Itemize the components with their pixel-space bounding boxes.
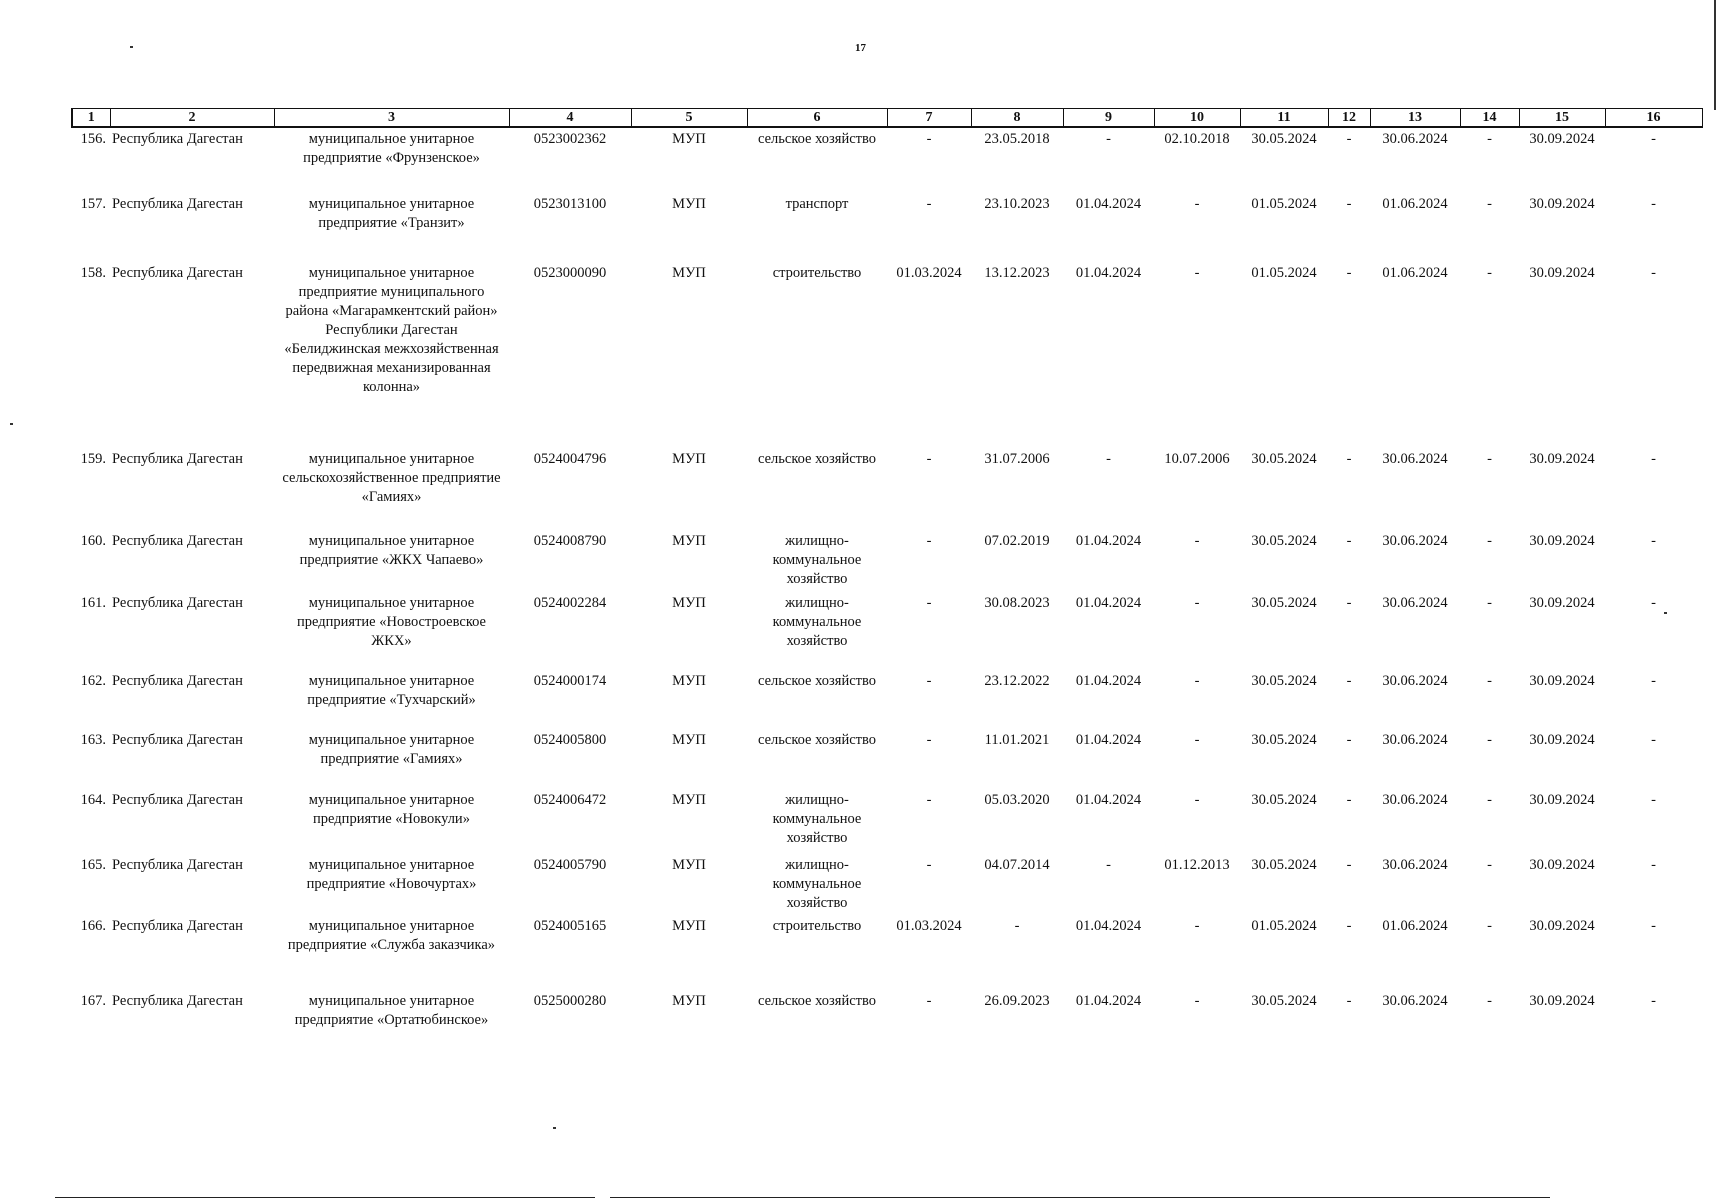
col7-cell: 01.03.2024 xyxy=(896,918,962,934)
col16-cell: - xyxy=(1651,595,1656,611)
row-number: 160. xyxy=(80,533,106,549)
col14-cell: - xyxy=(1487,196,1492,212)
enterprise-name-cell: муниципальное унитарное предприятие «Новостроевское ЖКХ» xyxy=(297,595,486,649)
col14-cell: - xyxy=(1487,732,1492,748)
col8-cell: 26.09.2023 xyxy=(984,993,1050,1009)
sector-cell: жилищно-коммунальное хозяйство xyxy=(772,533,862,587)
column-header: 3 xyxy=(274,109,509,128)
region-cell: Республика Дагестан xyxy=(112,265,243,281)
col8-cell: 07.02.2019 xyxy=(984,533,1050,549)
column-header: 15 xyxy=(1519,109,1605,128)
col13-cell: 30.06.2024 xyxy=(1382,993,1448,1009)
column-header: 2 xyxy=(110,109,274,128)
column-header: 11 xyxy=(1240,109,1328,128)
col10-cell: - xyxy=(1194,918,1200,934)
col12-cell: - xyxy=(1346,993,1352,1009)
enterprise-name-cell: муниципальное унитарное предприятие муниципального района «Магарамкентский район» Республики Дагестан «Белиджинская межхозяйственная передвижная механизированная колонна» xyxy=(284,265,499,395)
col8-cell: 13.12.2023 xyxy=(984,265,1050,281)
region-cell: Республика Дагестан xyxy=(112,533,243,549)
legal-form-cell: МУП xyxy=(672,533,706,549)
col12-cell: - xyxy=(1346,857,1352,873)
col14-cell: - xyxy=(1487,918,1492,934)
col9-cell: 01.04.2024 xyxy=(1075,265,1142,281)
col10-cell: 01.12.2013 xyxy=(1164,857,1230,873)
col13-cell: 01.06.2024 xyxy=(1382,196,1448,212)
col7-cell: - xyxy=(926,993,932,1009)
page-number: 17 xyxy=(855,42,866,54)
table-row xyxy=(72,729,1702,789)
col11-cell: 30.05.2024 xyxy=(1251,792,1317,808)
col7-cell: - xyxy=(926,196,932,212)
region-cell: Республика Дагестан xyxy=(112,732,243,748)
sector-cell: строительство xyxy=(772,265,862,281)
enterprise-registry-table xyxy=(71,108,1703,1050)
region-cell: Республика Дагестан xyxy=(112,993,243,1009)
col8-cell: 30.08.2023 xyxy=(984,595,1050,611)
scan-speck xyxy=(553,1127,556,1129)
column-header: 10 xyxy=(1154,109,1240,128)
col10-cell: - xyxy=(1194,673,1200,689)
table-row xyxy=(72,915,1702,990)
col7-cell: - xyxy=(926,533,932,549)
col13-cell: 30.06.2024 xyxy=(1382,595,1448,611)
region-cell: Республика Дагестан xyxy=(112,918,243,934)
col12-cell: - xyxy=(1346,792,1352,808)
col11-cell: 01.05.2024 xyxy=(1251,265,1317,281)
enterprise-name-cell: муниципальное унитарное предприятие «Фрунзенское» xyxy=(303,131,480,166)
col9-cell: 01.04.2024 xyxy=(1075,732,1142,748)
col16-cell: - xyxy=(1651,131,1656,147)
legal-form-cell: МУП xyxy=(672,196,706,212)
row-number: 159. xyxy=(80,451,106,467)
col14-cell: - xyxy=(1487,265,1492,281)
col9-cell: 01.04.2024 xyxy=(1075,595,1142,611)
col13-cell: 30.06.2024 xyxy=(1382,673,1448,689)
inn-cell: 0524005165 xyxy=(533,918,607,934)
col13-cell: 30.06.2024 xyxy=(1382,792,1448,808)
col10-cell: 02.10.2018 xyxy=(1164,131,1230,147)
col15-cell: 30.09.2024 xyxy=(1529,673,1595,689)
col16-cell: - xyxy=(1651,673,1656,689)
col7-cell: - xyxy=(926,595,932,611)
col8-cell: - xyxy=(1014,918,1020,934)
col7-cell: - xyxy=(926,857,932,873)
legal-form-cell: МУП xyxy=(672,792,706,808)
col9-cell: - xyxy=(1106,131,1111,147)
col16-cell: - xyxy=(1651,732,1656,748)
inn-cell: 0523000090 xyxy=(533,265,607,281)
col14-cell: - xyxy=(1487,451,1492,467)
region-cell: Республика Дагестан xyxy=(112,673,243,689)
col14-cell: - xyxy=(1487,533,1492,549)
col10-cell: - xyxy=(1194,792,1200,808)
column-header: 8 xyxy=(971,109,1063,128)
scan-bottom-line-right xyxy=(610,1197,1550,1198)
col14-cell: - xyxy=(1487,857,1492,873)
col14-cell: - xyxy=(1487,673,1492,689)
col13-cell: 30.06.2024 xyxy=(1382,857,1448,873)
sector-cell: сельское хозяйство xyxy=(757,131,876,147)
col12-cell: - xyxy=(1346,533,1352,549)
row-number: 158. xyxy=(80,265,106,281)
table-row xyxy=(72,592,1702,670)
column-number-header xyxy=(72,109,1702,128)
col15-cell: 30.09.2024 xyxy=(1529,993,1595,1009)
scan-speck xyxy=(10,423,13,425)
sector-cell: жилищно-коммунальное хозяйство xyxy=(772,792,862,846)
row-number: 167. xyxy=(80,993,106,1009)
col16-cell: - xyxy=(1651,857,1656,873)
col10-cell: - xyxy=(1194,993,1200,1009)
column-header: 1 xyxy=(72,109,110,128)
enterprise-name-cell: муниципальное унитарное предприятие «Новокули» xyxy=(308,792,475,827)
region-cell: Республика Дагестан xyxy=(112,451,243,467)
sector-cell: сельское хозяйство xyxy=(757,451,876,467)
col7-cell: - xyxy=(926,732,932,748)
enterprise-name-cell: муниципальное унитарное сельскохозяйственное предприятие «Гамиях» xyxy=(282,451,501,505)
col12-cell: - xyxy=(1346,451,1352,467)
col15-cell: 30.09.2024 xyxy=(1529,732,1595,748)
column-header: 13 xyxy=(1370,109,1460,128)
col11-cell: 01.05.2024 xyxy=(1251,918,1317,934)
col9-cell: 01.04.2024 xyxy=(1075,196,1142,212)
region-cell: Республика Дагестан xyxy=(112,196,243,212)
scan-edge-shadow xyxy=(1714,0,1716,110)
col16-cell: - xyxy=(1651,993,1656,1009)
col13-cell: 30.06.2024 xyxy=(1382,451,1448,467)
col8-cell: 11.01.2021 xyxy=(984,732,1050,748)
col10-cell: - xyxy=(1194,732,1200,748)
legal-form-cell: МУП xyxy=(672,265,706,281)
sector-cell: сельское хозяйство xyxy=(757,993,876,1009)
col8-cell: 31.07.2006 xyxy=(984,451,1050,467)
column-header: 16 xyxy=(1605,109,1702,128)
sector-cell: жилищно-коммунальное хозяйство xyxy=(772,857,862,911)
sector-cell: сельское хозяйство xyxy=(757,673,876,689)
sector-cell: жилищно-коммунальное хозяйство xyxy=(772,595,862,649)
col16-cell: - xyxy=(1651,451,1656,467)
col14-cell: - xyxy=(1487,131,1492,147)
col10-cell: - xyxy=(1194,533,1200,549)
col9-cell: 01.04.2024 xyxy=(1075,792,1142,808)
col9-cell: 01.04.2024 xyxy=(1075,673,1142,689)
legal-form-cell: МУП xyxy=(672,918,706,934)
col11-cell: 30.05.2024 xyxy=(1251,732,1317,748)
col8-cell: 23.05.2018 xyxy=(984,131,1050,147)
col8-cell: 05.03.2020 xyxy=(984,792,1050,808)
col15-cell: 30.09.2024 xyxy=(1529,196,1595,212)
col16-cell: - xyxy=(1651,196,1656,212)
column-header: 7 xyxy=(887,109,971,128)
enterprise-name-cell: муниципальное унитарное предприятие «Транзит» xyxy=(308,196,475,231)
col7-cell: - xyxy=(926,451,932,467)
col10-cell: - xyxy=(1194,196,1200,212)
col16-cell: - xyxy=(1651,918,1656,934)
col15-cell: 30.09.2024 xyxy=(1529,792,1595,808)
col11-cell: 30.05.2024 xyxy=(1251,673,1317,689)
region-cell: Республика Дагестан xyxy=(112,595,243,611)
col8-cell: 23.10.2023 xyxy=(984,196,1050,212)
row-number: 164. xyxy=(80,792,106,808)
inn-cell: 0524005800 xyxy=(533,732,607,748)
enterprise-name-cell: муниципальное унитарное предприятие «ЖКХ Чапаево» xyxy=(299,533,484,568)
col13-cell: 30.06.2024 xyxy=(1382,533,1448,549)
col9-cell: - xyxy=(1106,451,1111,467)
legal-form-cell: МУП xyxy=(672,732,706,748)
region-cell: Республика Дагестан xyxy=(112,792,243,808)
col12-cell: - xyxy=(1346,265,1352,281)
enterprise-name-cell: муниципальное унитарное предприятие «Гамиях» xyxy=(308,732,475,767)
col15-cell: 30.09.2024 xyxy=(1529,265,1595,281)
table-row xyxy=(72,854,1702,915)
col13-cell: 01.06.2024 xyxy=(1382,918,1448,934)
col12-cell: - xyxy=(1346,595,1352,611)
col15-cell: 30.09.2024 xyxy=(1529,857,1595,873)
column-header: 4 xyxy=(509,109,631,128)
enterprise-name-cell: муниципальное унитарное предприятие «Новочуртах» xyxy=(306,857,477,892)
inn-cell: 0524008790 xyxy=(533,533,607,549)
col13-cell: 01.06.2024 xyxy=(1382,265,1448,281)
col9-cell: 01.04.2024 xyxy=(1075,993,1142,1009)
column-header: 9 xyxy=(1063,109,1154,128)
enterprise-name-cell: муниципальное унитарное предприятие «Тухчарский» xyxy=(307,673,476,708)
col15-cell: 30.09.2024 xyxy=(1529,918,1595,934)
row-number: 157. xyxy=(80,196,106,212)
row-number: 166. xyxy=(80,918,106,934)
col15-cell: 30.09.2024 xyxy=(1529,595,1595,611)
table-row xyxy=(72,670,1702,729)
column-header: 14 xyxy=(1460,109,1519,128)
row-number: 163. xyxy=(80,732,106,748)
col15-cell: 30.09.2024 xyxy=(1529,533,1595,549)
col12-cell: - xyxy=(1346,131,1352,147)
column-header: 12 xyxy=(1328,109,1370,128)
col11-cell: 30.05.2024 xyxy=(1251,993,1317,1009)
column-header: 5 xyxy=(631,109,747,128)
col11-cell: 30.05.2024 xyxy=(1251,595,1317,611)
col14-cell: - xyxy=(1487,792,1492,808)
row-number: 165. xyxy=(80,857,106,873)
legal-form-cell: МУП xyxy=(672,673,706,689)
legal-form-cell: МУП xyxy=(672,595,706,611)
col11-cell: 30.05.2024 xyxy=(1251,857,1317,873)
col9-cell: - xyxy=(1106,857,1111,873)
col9-cell: 01.04.2024 xyxy=(1075,533,1142,549)
col15-cell: 30.09.2024 xyxy=(1529,451,1595,467)
col7-cell: - xyxy=(926,792,932,808)
col16-cell: - xyxy=(1651,792,1656,808)
col12-cell: - xyxy=(1346,918,1352,934)
region-cell: Республика Дагестан xyxy=(112,857,243,873)
legal-form-cell: МУП xyxy=(672,131,706,147)
inn-cell: 0524006472 xyxy=(533,792,607,808)
inn-cell: 0523013100 xyxy=(533,196,607,212)
inn-cell: 0523002362 xyxy=(533,131,607,147)
col10-cell: 10.07.2006 xyxy=(1164,451,1230,467)
scan-bottom-line-left xyxy=(55,1197,595,1198)
inn-cell: 0524004796 xyxy=(533,451,607,467)
inn-cell: 0524000174 xyxy=(533,673,607,689)
sector-cell: сельское хозяйство xyxy=(757,732,876,748)
col12-cell: - xyxy=(1346,732,1352,748)
col7-cell: - xyxy=(926,131,932,147)
row-number: 161. xyxy=(80,595,106,611)
table-row xyxy=(72,789,1702,854)
scan-speck xyxy=(130,46,133,48)
col11-cell: 30.05.2024 xyxy=(1251,131,1317,147)
inn-cell: 0524005790 xyxy=(533,857,607,873)
col8-cell: 04.07.2014 xyxy=(984,857,1050,873)
table-row xyxy=(72,990,1702,1050)
col13-cell: 30.06.2024 xyxy=(1382,732,1448,748)
col12-cell: - xyxy=(1346,196,1352,212)
inn-cell: 0524002284 xyxy=(533,595,607,611)
table-row xyxy=(72,530,1702,592)
legal-form-cell: МУП xyxy=(672,857,706,873)
inn-cell: 0525000280 xyxy=(533,993,607,1009)
table-row xyxy=(72,262,1702,448)
region-cell: Республика Дагестан xyxy=(112,131,243,147)
col9-cell: 01.04.2024 xyxy=(1075,918,1142,934)
col14-cell: - xyxy=(1487,595,1492,611)
col11-cell: 30.05.2024 xyxy=(1251,451,1317,467)
sector-cell: транспорт xyxy=(785,196,849,212)
row-number: 156. xyxy=(80,131,106,147)
table-row xyxy=(72,127,1702,193)
col11-cell: 01.05.2024 xyxy=(1251,196,1317,212)
col16-cell: - xyxy=(1651,533,1656,549)
col7-cell: - xyxy=(926,673,932,689)
col14-cell: - xyxy=(1487,993,1492,1009)
col12-cell: - xyxy=(1346,673,1352,689)
sector-cell: строительство xyxy=(772,918,862,934)
col10-cell: - xyxy=(1194,595,1200,611)
col11-cell: 30.05.2024 xyxy=(1251,533,1317,549)
col15-cell: 30.09.2024 xyxy=(1529,131,1595,147)
legal-form-cell: МУП xyxy=(672,451,706,467)
col16-cell: - xyxy=(1651,265,1656,281)
table-row xyxy=(72,448,1702,530)
table-row xyxy=(72,193,1702,262)
col8-cell: 23.12.2022 xyxy=(984,673,1050,689)
enterprise-name-cell: муниципальное унитарное предприятие «Служба заказчика» xyxy=(287,918,496,953)
col13-cell: 30.06.2024 xyxy=(1382,131,1448,147)
row-number: 162. xyxy=(80,673,106,689)
enterprise-name-cell: муниципальное унитарное предприятие «Ортатюбинское» xyxy=(294,993,489,1028)
legal-form-cell: МУП xyxy=(672,993,706,1009)
col10-cell: - xyxy=(1194,265,1200,281)
column-header: 6 xyxy=(747,109,887,128)
col7-cell: 01.03.2024 xyxy=(896,265,962,281)
